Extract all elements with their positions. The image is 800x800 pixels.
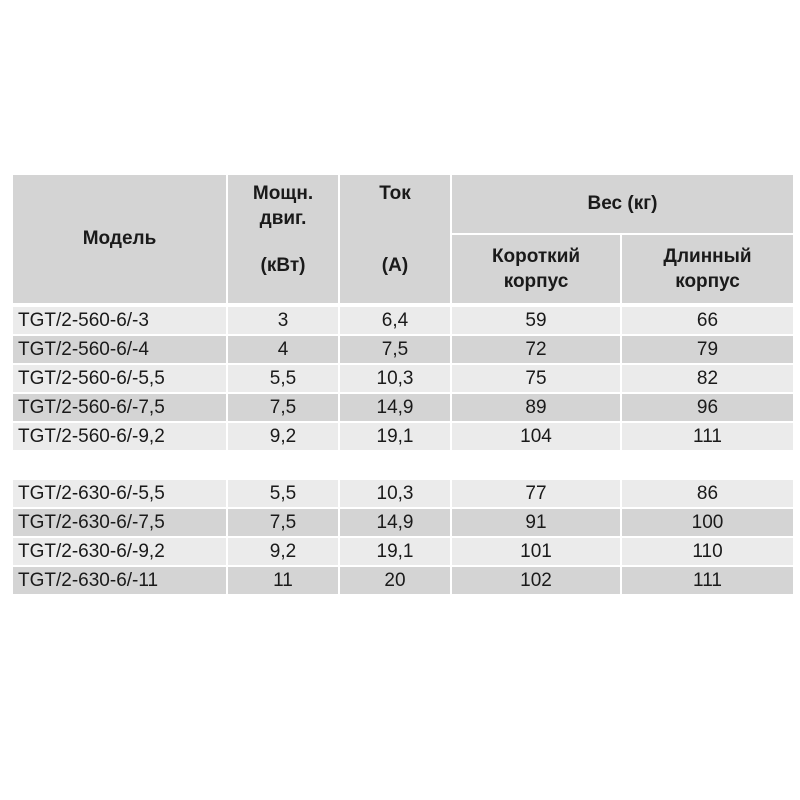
spec-table (13, 175, 793, 594)
cell-power: 11 (228, 567, 338, 594)
table-row (13, 423, 793, 450)
header-current-label: Ток (379, 183, 411, 204)
cell-current: 10,3 (340, 480, 450, 507)
header-long-body (622, 235, 793, 303)
cell-short: 75 (452, 365, 620, 392)
cell-model: TGT/2-630-6/-11 (13, 567, 226, 594)
cell-power: 9,2 (228, 423, 338, 450)
cell-current: 19,1 (340, 423, 450, 450)
cell-long: 110 (622, 538, 793, 565)
table-row (13, 307, 793, 334)
cell-model: TGT/2-560-6/-9,2 (13, 423, 226, 450)
cell-long: 79 (622, 336, 793, 363)
cell-power: 7,5 (228, 394, 338, 421)
table-row (13, 567, 793, 594)
header-short-line2: корпус (503, 271, 569, 292)
header-weight-label: Вес (кг) (587, 193, 658, 214)
header-model-label: Модель (82, 228, 157, 249)
table-row (13, 394, 793, 421)
cell-current: 19,1 (340, 538, 450, 565)
header-power-unit: (кВт) (260, 255, 306, 276)
header-current (340, 175, 450, 303)
group-630 (13, 480, 793, 594)
group-560 (13, 307, 793, 450)
cell-long: 82 (622, 365, 793, 392)
cell-model: TGT/2-560-6/-5,5 (13, 365, 226, 392)
cell-short: 77 (452, 480, 620, 507)
cell-short: 101 (452, 538, 620, 565)
header-model (13, 175, 226, 303)
cell-power: 5,5 (228, 365, 338, 392)
table-row (13, 480, 793, 507)
header-weight (452, 175, 793, 233)
table-header (13, 175, 793, 305)
cell-short: 59 (452, 307, 620, 334)
cell-current: 14,9 (340, 394, 450, 421)
cell-model: TGT/2-630-6/-7,5 (13, 509, 226, 536)
cell-long: 86 (622, 480, 793, 507)
cell-current: 10,3 (340, 365, 450, 392)
cell-short: 102 (452, 567, 620, 594)
cell-current: 7,5 (340, 336, 450, 363)
cell-power: 5,5 (228, 480, 338, 507)
cell-model: TGT/2-560-6/-3 (13, 307, 226, 334)
cell-current: 6,4 (340, 307, 450, 334)
cell-short: 91 (452, 509, 620, 536)
cell-short: 104 (452, 423, 620, 450)
header-power-line2: двиг. (259, 208, 307, 229)
cell-short: 89 (452, 394, 620, 421)
group-spacer (13, 450, 793, 478)
table-row (13, 365, 793, 392)
cell-long: 100 (622, 509, 793, 536)
header-power (228, 175, 338, 303)
cell-long: 111 (622, 567, 793, 594)
header-short-body (452, 235, 620, 303)
table-row (13, 538, 793, 565)
cell-power: 4 (228, 336, 338, 363)
header-current-unit: (A) (381, 255, 409, 276)
cell-power: 3 (228, 307, 338, 334)
header-long-line1: Длинный (663, 246, 752, 267)
header-long-line2: корпус (675, 271, 740, 292)
cell-model: TGT/2-560-6/-4 (13, 336, 226, 363)
header-short-line1: Короткий (491, 246, 581, 267)
cell-power: 9,2 (228, 538, 338, 565)
cell-long: 96 (622, 394, 793, 421)
cell-power: 7,5 (228, 509, 338, 536)
cell-model: TGT/2-630-6/-5,5 (13, 480, 226, 507)
cell-current: 14,9 (340, 509, 450, 536)
cell-long: 66 (622, 307, 793, 334)
cell-model: TGT/2-630-6/-9,2 (13, 538, 226, 565)
header-power-line1: Мощн. (252, 183, 314, 204)
table-row (13, 509, 793, 536)
cell-current: 20 (340, 567, 450, 594)
cell-model: TGT/2-560-6/-7,5 (13, 394, 226, 421)
cell-long: 111 (622, 423, 793, 450)
cell-short: 72 (452, 336, 620, 363)
table-row (13, 336, 793, 363)
